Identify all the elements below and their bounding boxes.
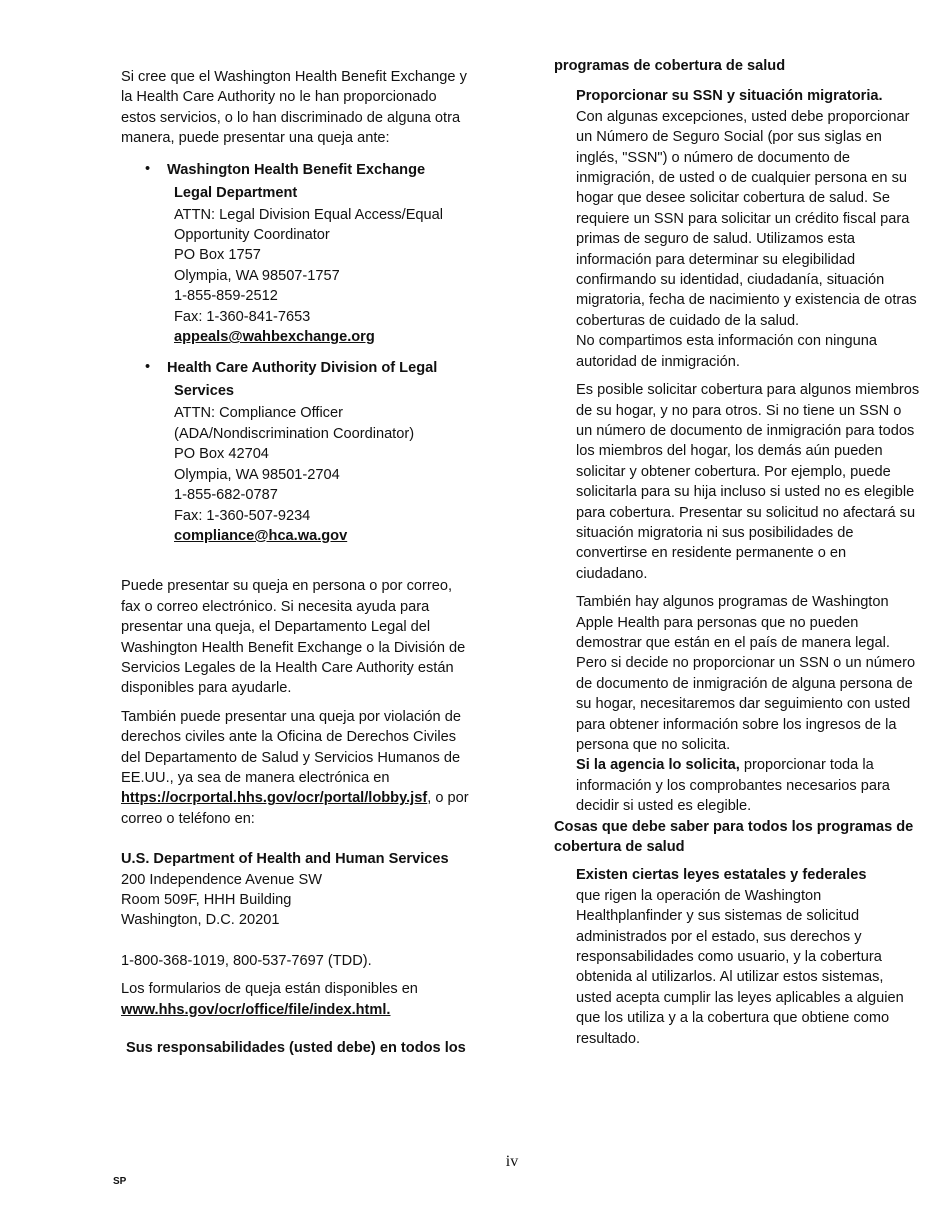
ocr-paragraph-text: También puede presentar una queja por violación de derechos civiles ante la Oficina de Derechos Civiles del Departamento de Salud y Servicios Humanos de EE.UU., ya sea de manera electrónica en: [121, 708, 461, 786]
bullet-icon: •: [145, 160, 151, 177]
contact-hca-name: Health Care Authority Division of Legal: [167, 360, 438, 377]
forms-link[interactable]: www.hhs.gov/ocr/office/file/index.html.: [121, 1001, 391, 1018]
page-number: iv: [505, 1153, 519, 1170]
contact-wahbe-city: Olympia, WA 98507-1757: [174, 267, 340, 284]
hhs-room: Room 509F, HHH Building: [121, 892, 292, 908]
contact-wahbe-dept: Legal Department: [174, 184, 298, 201]
contact-wahbe-fax: Fax: 1-360-841-7653: [174, 308, 311, 325]
contact-wahbe-pobox: PO Box 1757: [174, 247, 261, 264]
members-paragraph: Es posible solicitar cobertura para algunos miembros de su hogar, y no para otros. Si no tiene un SSN o un número de documento de inmigración para todos los miembros del hogar, los demás aún pueden solicitar y obtener cobertura. Por ejemplo, puede solicitarla para su hija incluso si usted no es elegible para cobertura. Presentar su solicitud no afectará su situación migratoria ni sus posibilidades de convertirse en residente permanente o en ciudadano.: [576, 382, 920, 582]
laws-section: [554, 865, 920, 1049]
contact-hca: [121, 357, 473, 546]
laws-body: que rigen la operación de Washington Healthplanfinder y sus sistemas de solicitud administrados por el estado, sus derechos y responsabilidades como usuario, y la cobertura obtenida al utilizarlos. Al utilizar estos sistemas, usted acepta cumplir las leyes aplicables a alguien que los utiliza y a la cobertura que obtiene como resultado.: [576, 887, 904, 1047]
hhs-city: Washington, D.C. 20201: [121, 912, 280, 929]
forms-text: Los formularios de queja están disponibles en: [121, 981, 418, 998]
hhs-street: 200 Independence Avenue SW: [121, 871, 322, 888]
intro-paragraph: Si cree que el Washington Health Benefit Exchange y la Health Care Authority no le han proporcionado estos servicios, o lo han discriminado de alguna otra manera, puede presentar una queja ante:: [121, 69, 467, 147]
file-complaint-paragraph: Puede presentar su queja en persona o por correo, fax o correo electrónico. Si necesita ayuda para presentar una queja, el Departamento Legal del Washington Health Benefit Exchange o la División de Servicios Legales de la Health Care Authority están disponibles para ayudarle.: [121, 578, 466, 697]
agency-paragraph: [554, 755, 928, 816]
heading-continuation: programas de cobertura de salud: [554, 58, 786, 74]
contact-wahbe-attn: ATTN: Legal Division Equal Access/Equal Opportunity Coordinator: [174, 206, 444, 244]
laws-bold: Existen ciertas leyes estatales y federales: [576, 867, 867, 884]
contact-hca-dept: Services: [174, 383, 235, 400]
footer-language-code: SP: [113, 1176, 127, 1187]
contact-wahbe-name: Washington Health Benefit Exchange: [167, 161, 426, 178]
contact-hca-phone: 1-855-682-0787: [174, 487, 278, 504]
contact-hca-coordinator: (ADA/Nondiscrimination Coordinator): [174, 425, 415, 442]
hhs-name: U.S. Department of Health and Human Services: [121, 851, 449, 868]
ssn-body: Con algunas excepciones, usted debe proporcionar un Número de Seguro Social (por sus siglas en inglés, "SSN") o número de documento de inmigración, de usted o de cualquier persona en su hogar que desee solicitar cobertura de salud. Se requiere un SSN para solicitar un crédito fiscal para primas de seguro de salud. Utilizamos esta información para determinar su elegibilidad confirmando su identidad, ciudadanía, situación migratoria, fecha de nacimiento y existencia de otras coberturas de cuidado de la salud.: [576, 108, 917, 329]
ssn-share: No compartimos esta información con ninguna autoridad de inmigración.: [576, 333, 877, 370]
apple-health-paragraph: También hay algunos programas de Washington Apple Health para personas que no pueden demostrar que están en el país de manera legal. Pero si decide no proporcionar un SSN o un número de documento de inmigración de alguna persona de su hogar, necesitaremos dar seguimiento con usted para obtener información sobre los ingresos de la persona que no solicita.: [576, 594, 916, 753]
ocr-paragraph-tail: , o por correo o teléfono en:: [121, 790, 469, 827]
hhs-address-block: [121, 849, 473, 931]
contact-wahbe-phone: 1-855-859-2512: [174, 288, 278, 305]
contact-hca-fax: Fax: 1-360-507-9234: [174, 507, 311, 524]
contact-wahbe-email-link[interactable]: appeals@wahbexchange.org: [174, 329, 375, 346]
hhs-phone: 1-800-368-1019, 800-537-7697 (TDD).: [121, 952, 372, 969]
forms-paragraph: [121, 979, 473, 1020]
contact-hca-city: Olympia, WA 98501-2704: [174, 466, 340, 483]
ocr-paragraph: [121, 707, 473, 829]
contact-hca-pobox: PO Box 42704: [174, 446, 269, 463]
ocr-portal-link[interactable]: https://ocrportal.hhs.gov/ocr/portal/lobby.jsf: [121, 790, 428, 807]
responsibilities-heading: Sus responsabilidades (usted debe) en todos los: [126, 1040, 466, 1057]
agency-text: proporcionar toda la información y los comprobantes necesarios para decidir si usted es elegible.: [576, 757, 890, 815]
left-column: [121, 67, 473, 1058]
right-column: [554, 56, 920, 1049]
ssn-section: [554, 86, 920, 372]
things-to-know-heading: Cosas que debe saber para todos los programas de cobertura de salud: [554, 818, 914, 856]
contact-hca-attn: ATTN: Compliance Officer: [174, 405, 343, 422]
agency-bold: Si la agencia lo solicita,: [576, 757, 740, 774]
bullet-icon: •: [145, 359, 151, 376]
ssn-title: Proporcionar su SSN y situación migratoria.: [576, 88, 883, 105]
contact-wahbe: [121, 159, 473, 348]
contact-hca-email-link[interactable]: compliance@hca.wa.gov: [174, 527, 348, 544]
